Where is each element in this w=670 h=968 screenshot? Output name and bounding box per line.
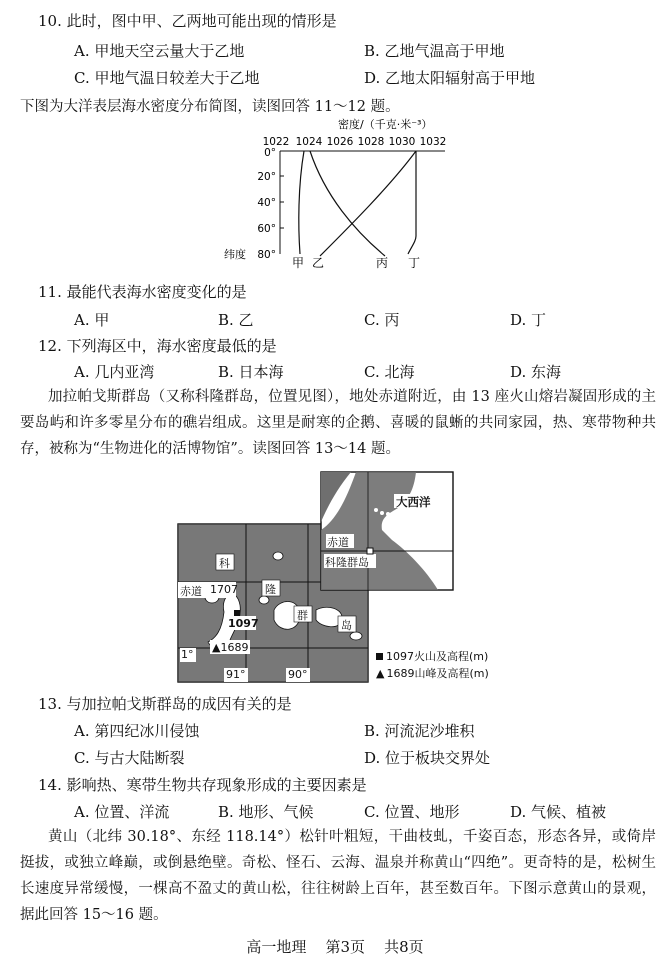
curve-label-yi: 乙	[312, 256, 325, 270]
curve-label-jia: 甲	[292, 256, 305, 270]
x-tick-1022: 1022	[262, 136, 290, 148]
q13-option-a: A. 第四纪冰川侵蚀	[74, 722, 200, 740]
x-tick-1030: 1030	[388, 136, 416, 148]
q13-option-c: C. 与古大陆断裂	[74, 749, 185, 767]
passage-15-16: 黄山（北纬 30.18°、东经 118.14°）松针叶粗短，干曲枝虬，千姿百态，形态各异，或倚岸挺拔，或独立峰巅，或倒悬绝壁。奇松、怪石、云海、温泉并称黄山“四绝”。更奇特的是，松树生长速度异常缓慢，一棵高不盈丈的黄山松，往往树龄上百年，甚至数百年。下图示意黄山的景观，据此回答 15～16 题。	[20, 829, 656, 923]
q11-option-d: D. 丁	[510, 311, 547, 329]
volcano-1097-label: 1097	[228, 617, 259, 630]
peak-1689-label: ▲1689	[212, 641, 249, 654]
passage-13-14: 加拉帕戈斯群岛（又称科隆群岛，位置见图），地处赤道附近，由 13 座火山熔岩凝固形成的主要岛屿和许多零星分布的礁岩组成。这里是耐寒的企鹅、喜暖的鼠蜥的共同家园，热、寒带物种共存，被称为“生物进化的活博物馆”。读图回答 13～14 题。	[20, 389, 656, 457]
q14-option-c: C. 位置、地形	[364, 803, 460, 821]
x-tick-1024: 1024	[295, 136, 323, 148]
q13-option-b: B. 河流泥沙堆积	[364, 722, 475, 740]
q11-option-c: C. 丙	[364, 311, 400, 329]
y-ticks	[280, 176, 284, 228]
y-tick-20: 20°	[257, 171, 276, 183]
x-tick-1028: 1028	[357, 136, 385, 148]
map-label-qun: 群	[297, 609, 308, 622]
curve-bing	[310, 151, 385, 256]
q14-option-a: A. 位置、洋流	[74, 803, 170, 821]
q10-stem: 10. 此时，图中甲、乙两地可能出现的情形是	[38, 12, 337, 30]
page-footer: 高一地理 第3页 共8页	[246, 938, 424, 956]
x-tick-1032: 1032	[419, 136, 447, 148]
curve-label-ding: 丁	[408, 256, 421, 270]
density-chart	[224, 116, 460, 272]
legend-volcano-text: 1097火山及高程(m)	[386, 650, 489, 663]
q12-option-c: C. 北海	[364, 363, 415, 381]
peak-1707-label: 1707	[210, 583, 238, 596]
peak-legend-icon: ▲	[376, 667, 385, 680]
legend-volcano	[376, 648, 488, 664]
map-equator-label: 赤道	[180, 585, 202, 598]
curve-label-bing: 丙	[376, 256, 389, 270]
inset-islands-label: 科隆群岛	[325, 556, 369, 569]
inset-equator-label: 赤道	[327, 536, 349, 549]
y-tick-0: 0°	[264, 147, 276, 159]
q14-stem: 14. 影响热、寒带生物共存现象形成的主要因素是	[38, 776, 367, 794]
q12-option-a: A. 几内亚湾	[74, 363, 155, 381]
map-label-ke: 科	[219, 557, 230, 570]
x-tick-labels	[263, 136, 447, 148]
q10-option-b: B. 乙地气温高于甲地	[364, 42, 505, 60]
y-label: 纬度	[224, 248, 246, 261]
volcano-legend-icon	[376, 653, 383, 660]
q12-stem: 12. 下列海区中，海水密度最低的是	[38, 337, 277, 355]
longitude-90-label: 90°	[288, 668, 308, 681]
y-tick-60: 60°	[257, 223, 276, 235]
q13-stem: 13. 与加拉帕戈斯群岛的成因有关的是	[38, 695, 292, 713]
q11-stem: 11. 最能代表海水密度变化的是	[38, 283, 247, 301]
volcano-marker	[234, 610, 240, 616]
q10-option-d: D. 乙地太阳辐射高于甲地	[364, 69, 536, 87]
q14-option-b: B. 地形、气候	[218, 803, 314, 821]
chart-title: 密度/（千克·米⁻³）	[338, 118, 433, 131]
q11-option-b: B. 乙	[218, 311, 254, 329]
legend-peak	[376, 665, 489, 681]
q12-option-b: B. 日本海	[218, 363, 284, 381]
x-tick-1026: 1026	[326, 136, 354, 148]
density-curves	[299, 151, 416, 256]
y-tick-40: 40°	[257, 197, 276, 209]
q13-option-d: D. 位于板块交界处	[364, 749, 491, 767]
longitude-91-label: 91°	[226, 668, 246, 681]
y-tick-80: 80°	[257, 249, 276, 261]
intro-11-12: 下图为大洋表层海水密度分布简图，读图回答 11～12 题。	[20, 99, 400, 115]
q10-option-c: C. 甲地气温日较差大于乙地	[74, 69, 260, 87]
galapagos-map	[176, 470, 506, 685]
q14-option-d: D. 气候、植被	[510, 803, 607, 821]
latitude-1-label: 1°	[181, 648, 194, 661]
q10-option-a: A. 甲地天空云量大于乙地	[74, 42, 245, 60]
inset-ocean-label: 大西洋	[396, 495, 431, 509]
q11-option-a: A. 甲	[74, 311, 110, 329]
curve-ding	[408, 151, 416, 254]
map-label-dao: 岛	[341, 619, 352, 632]
q12-option-d: D. 东海	[510, 363, 562, 381]
curve-jia	[299, 151, 304, 254]
map-label-long: 隆	[265, 583, 276, 596]
legend-peak-text: 1689山峰及高程(m)	[386, 667, 489, 680]
